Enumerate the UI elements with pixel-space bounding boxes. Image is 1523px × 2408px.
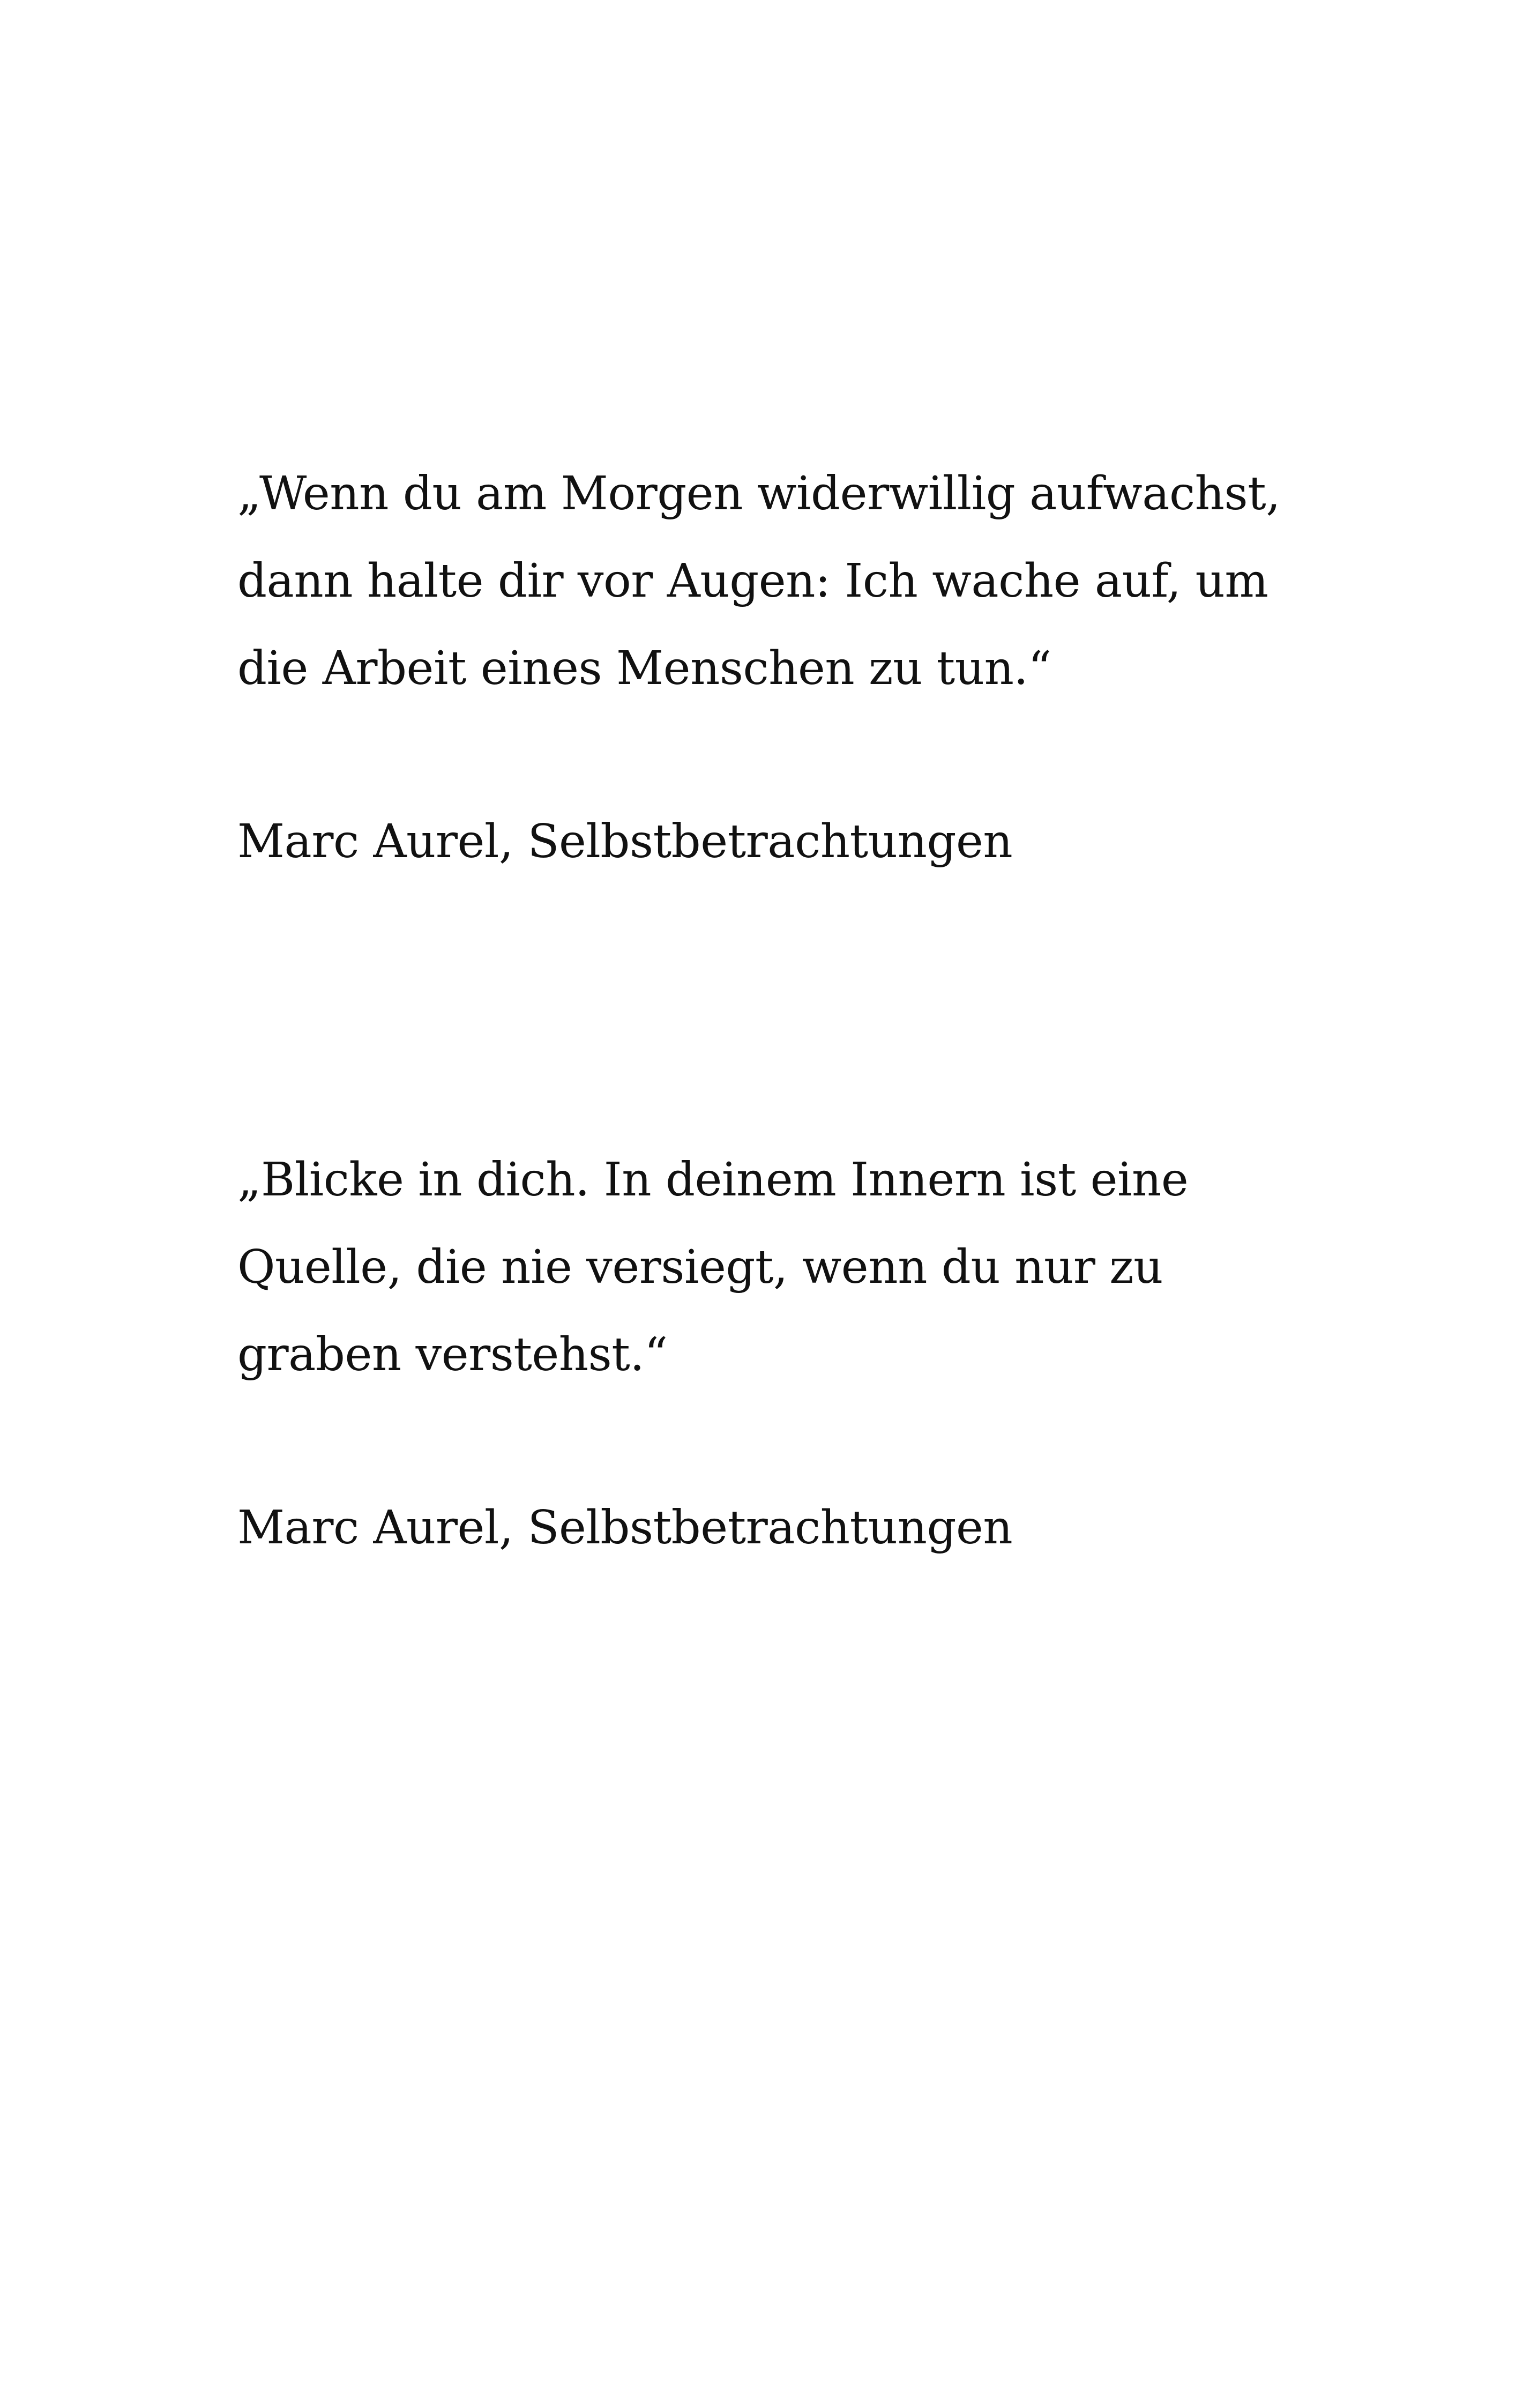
quote-1-line-1: „Wenn du am Morgen widerwillig aufwachst,	[237, 467, 1281, 521]
quote-2-attribution: Marc Aurel, Selbstbetrachtungen	[237, 1501, 1013, 1555]
quote-block-2	[237, 1136, 1309, 1572]
quote-1-attribution: Marc Aurel, Selbstbetrachtungen	[237, 815, 1013, 868]
quote-2-line-1: „Blicke in dich. In deinem Innern ist eine	[237, 1153, 1189, 1207]
quote-1-line-3: die Arbeit eines Menschen zu tun.“	[237, 642, 1051, 695]
quote-block-1	[237, 450, 1309, 886]
quote-2-line-2: Quelle, die nie versiegt, wenn du nur zu	[237, 1240, 1163, 1294]
quote-1-line-2: dann halte dir vor Augen: Ich wache auf, um	[237, 554, 1268, 608]
quote-2-line-3: graben verstehst.“	[237, 1328, 668, 1381]
